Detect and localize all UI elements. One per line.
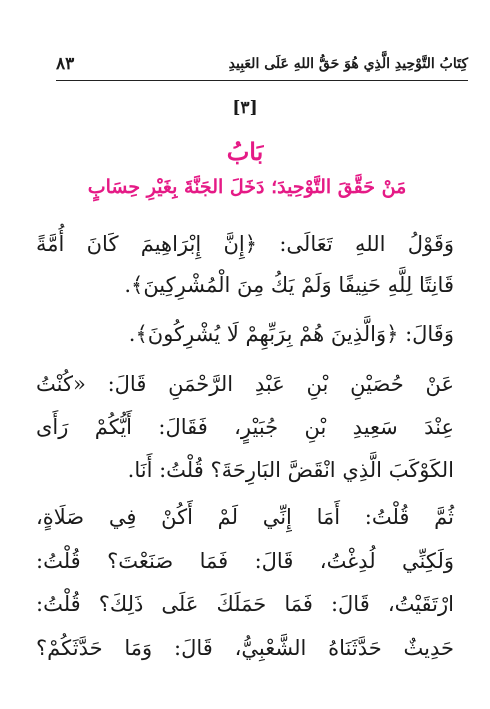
text-line: عِنْدَ سَعِيدِ بْنِ جُبَيْرٍ، فَقَالَ: أَيُّكُمْ رَأَى bbox=[36, 415, 454, 439]
text-line: الكَوْكَبَ الَّذِي انْقَضَّ البَارِحَةَ؟ قُلْتُ: أَنَا. bbox=[127, 458, 454, 482]
bab-heading: بَابُ bbox=[226, 137, 264, 166]
running-title: كِتَابُ التَّوْحِيدِ الَّذِي هُوَ حَقُّ اللهِ عَلَى العَبِيدِ bbox=[228, 56, 468, 72]
chapter-title: مَنْ حَقَّقَ التَّوْحِيدَ؛ دَخَلَ الجَنَّةَ بِغَيْرِ حِسَابٍ bbox=[87, 176, 407, 198]
text-line: عَنْ حُصَيْنِ بْنِ عَبْدِ الرَّحْمَنِ قَالَ: «كُنْتُ bbox=[36, 372, 454, 396]
page-number: ٨٣ bbox=[56, 54, 75, 74]
text-line: ثُمَّ قُلْتُ: أَمَا إِنِّي لَمْ أَكُنْ فِي صَلَاةٍ، bbox=[36, 505, 454, 529]
section-number: [٣] bbox=[232, 98, 258, 118]
text-line: وَقَوْلُ اللهِ تَعَالَى: ﴿إِنَّ إِبْرَاهِيمَ كَانَ أُمَّةً bbox=[36, 232, 454, 256]
text-line: حَدِيثٌ حَدَّثَنَاهُ الشَّعْبِيُّ، قَالَ: وَمَا حَدَّثَكُمْ؟ bbox=[36, 636, 454, 660]
text-line: وَقَالَ: ﴿وَالَّذِينَ هُمْ بِرَبِّهِمْ لَا يُشْرِكُونَ﴾. bbox=[128, 322, 454, 346]
text-line: وَلَكِنِّي لُدِغْتُ، قَالَ: فَمَا صَنَعْتَ؟ قُلْتُ: bbox=[36, 549, 454, 573]
page-header bbox=[56, 54, 468, 81]
text-line: قَانِتًا لِلَّهِ حَنِيفًا وَلَمْ يَكُ مِنَ الْمُشْرِكِينَ﴾. bbox=[124, 273, 454, 297]
text-line: ارْتَقَيْتُ، قَالَ: فَمَا حَمَلَكَ عَلَى ذَلِكَ؟ قُلْتُ: bbox=[36, 592, 454, 616]
